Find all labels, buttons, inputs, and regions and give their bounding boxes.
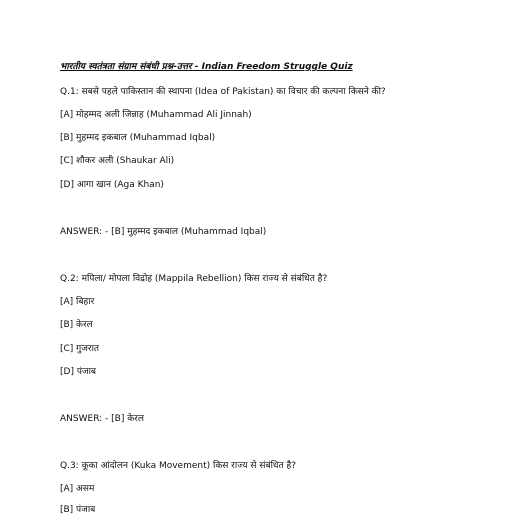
q1-option-b: [B] मुहम्मद इकबाल (Muhammad Iqbal) [60,133,216,143]
q1-answer: ANSWER: - [B] मुहम्मद इकबाल (Muhammad Iqbal) [60,227,267,237]
q2-answer: ANSWER: - [B] केरल [60,414,144,424]
q1-option-c: [C] शौकर अली (Shaukar Ali) [60,156,175,166]
q1-option-a: [A] मोहम्मद अली जिन्नाह (Muhammad Ali Jinnah) [60,110,252,120]
q2-option-b: [B] केरल [60,320,93,330]
q2-option-a: [A] बिहार [60,297,95,307]
quiz-title: भारतीय स्वतंत्रता संग्राम संबंधी प्रश्न-उत्तर - Indian Freedom Struggle Quiz [60,62,353,72]
question-1: Q.1: सबसे पहले पाकिस्तान की स्थापना (Idea of Pakistan) का विचार की कल्पना किसने की? [60,87,386,97]
q2-option-d: [D] पंजाब [60,367,97,377]
question-3: Q.3: कूका आंदोलन (Kuka Movement) किस राज्य से संबंधित है? [60,461,296,471]
q2-option-c: [C] गुजरात [60,344,100,354]
q1-option-d: [D] आगा खान (Aga Khan) [60,180,164,190]
question-2: Q.2: मपिला/ मोपला विद्रोह (Mappila Rebellion) किस राज्य से संबंधित है? [60,274,328,284]
q3-option-a: [A] असम [60,484,95,494]
q3-option-b: [B] पंजाब [60,505,96,515]
